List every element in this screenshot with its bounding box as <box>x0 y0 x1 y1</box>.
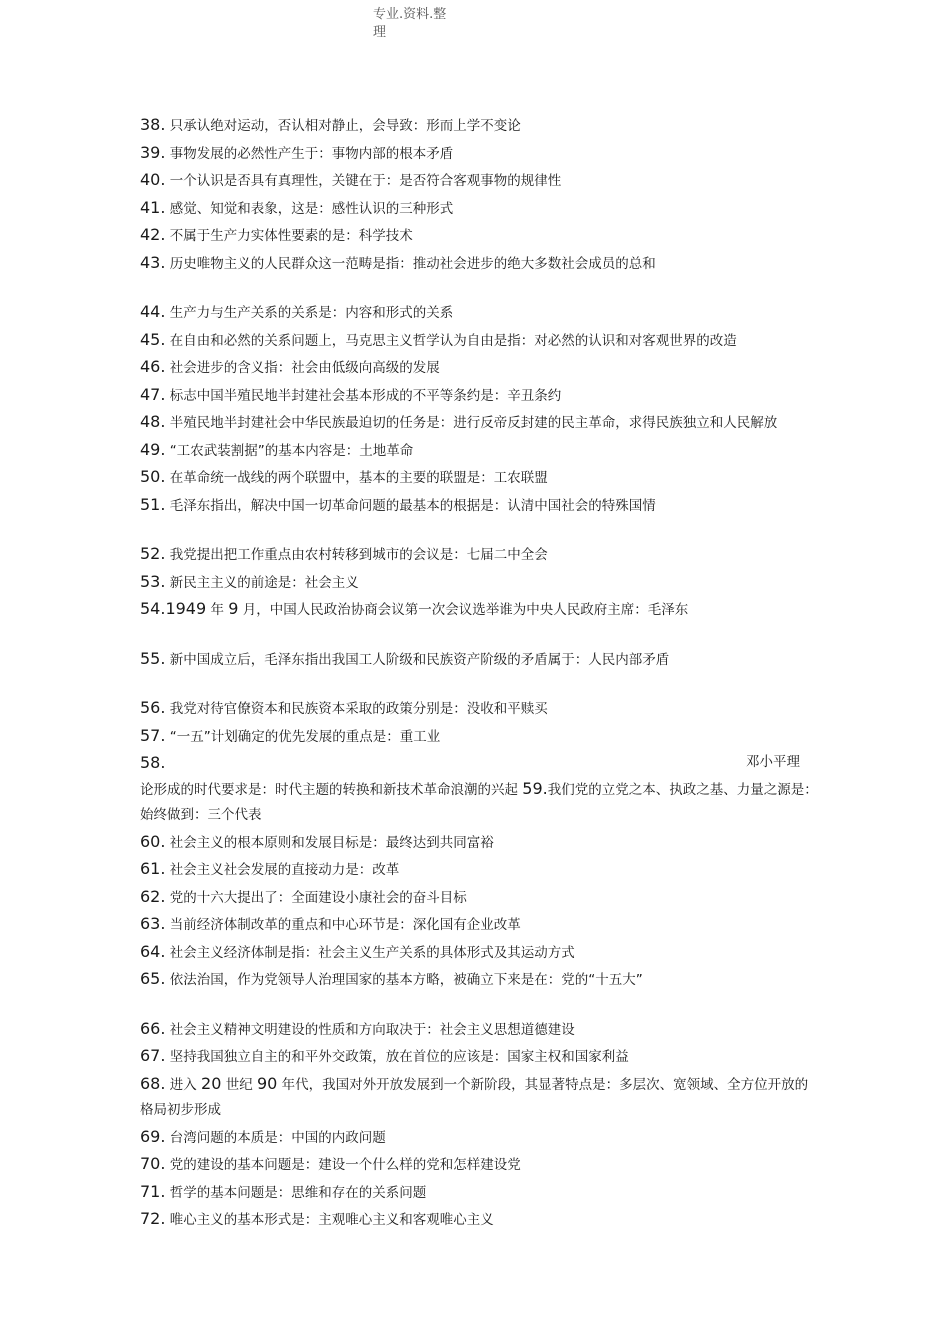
item-text: 新民主主义的前途是：社会主义 <box>165 574 359 591</box>
list-item-66 <box>140 1016 820 1044</box>
item-number: 72. <box>140 1209 166 1228</box>
list-item-70 <box>140 1151 820 1179</box>
list-item-38 <box>140 112 820 140</box>
list-item-62 <box>140 884 820 912</box>
list-item-55 <box>140 646 820 674</box>
item-text: 我党对待官僚资本和民族资本采取的政策分别是：没收和平赎买 <box>165 701 548 717</box>
list-item-68 <box>140 1071 820 1124</box>
item-text: 台湾问题的本质是：中国的内政问题 <box>165 1129 386 1146</box>
header-line-2: 理 <box>373 25 387 40</box>
item-number: 39. <box>140 142 166 162</box>
list-item-69 <box>140 1124 820 1152</box>
list-item-47 <box>140 382 820 410</box>
item-text: 党的建设的基本问题是：建设一个什么样的党和怎样建设党 <box>165 1157 521 1173</box>
item-text: 坚持我国独立自主的和平外交政策，放在首位的应该是：国家主权和国家利益 <box>165 1049 629 1065</box>
item-text: 事物发展的必然性产生于：事物内部的根本矛盾 <box>165 145 454 162</box>
list-item-48 <box>140 409 820 437</box>
item-number: 47. <box>140 384 166 404</box>
item-text: 历史唯物主义的人民群众这一范畴是指：推动社会进步的绝大多数社会成员的总和 <box>165 255 656 272</box>
list-item-54 <box>140 596 820 624</box>
item-text: 我党提出把工作重点由农村转移到城市的会议是：七届二中全会 <box>165 547 548 563</box>
item-number: 70. <box>140 1154 166 1173</box>
item-number: 61. <box>140 859 166 878</box>
item-number: 55. <box>140 648 166 668</box>
item-number: 42. <box>140 225 166 244</box>
item-text: 年代，我国对外开放发展到一个新阶段，其显著特点是：多层次、宽领域、全方位开放的格局初步形成 <box>140 1076 809 1118</box>
list-item-57 <box>140 723 820 751</box>
item-text: 社会进步的含义指：社会由低级向高级的发展 <box>165 360 440 376</box>
item-number: 60. <box>140 831 166 851</box>
item-number: 90 <box>257 1073 278 1093</box>
list-item-51 <box>140 492 820 520</box>
item-number: 48. <box>140 412 166 431</box>
list-item-64 <box>140 939 820 967</box>
item-text: 社会主义的根本原则和发展目标是：最终达到共同富裕 <box>165 834 494 851</box>
item-number: 44. <box>140 302 166 321</box>
item-text: 年 <box>206 602 229 618</box>
item-number: 50. <box>140 467 166 486</box>
list-item-67 <box>140 1043 820 1071</box>
item-text: 生产力与生产关系的关系是：内容和形式的关系 <box>165 305 454 321</box>
item-number: 52. <box>140 544 166 563</box>
list-item-40 <box>140 167 820 195</box>
item-text: 不属于生产力实体性要素的是：科学技术 <box>165 228 413 244</box>
question-list <box>140 112 820 1234</box>
item-text: 邓小平理 <box>746 754 800 770</box>
item-number: 53. <box>140 571 166 591</box>
item-number: 64. <box>140 941 166 961</box>
item-text: 标志中国半殖民地半封建社会基本形成的不平等条约是：辛丑条约 <box>165 387 562 404</box>
paragraph-gap <box>140 624 820 646</box>
item-text: 社会主义精神文明建设的性质和方向取决于：社会主义思想道德建设 <box>165 1021 575 1038</box>
item-text: 依法治国，作为党领导人治理国家的基本方略，被确立下来是在：党的“十五大” <box>165 972 643 988</box>
item-text: 月，中国人民政治协商会议第一次会议选举谁为中央人民政府主席：毛泽东 <box>238 602 689 618</box>
item-number: 66. <box>140 1018 166 1038</box>
item-number: 20 <box>201 1073 222 1093</box>
item-number: 67. <box>140 1046 166 1065</box>
list-item-42 <box>140 222 820 250</box>
item-number: 62. <box>140 886 166 906</box>
list-item-63 <box>140 911 820 939</box>
item-text: 毛泽东指出，解决中国一切革命问题的最基本的根据是：认清中国社会的特殊国情 <box>165 497 656 514</box>
item-text: “工农武装割据”的基本内容是：土地革命 <box>165 442 414 459</box>
list-item-61 <box>140 856 820 884</box>
paragraph-gap <box>140 673 820 695</box>
list-item-53 <box>140 569 820 597</box>
item-text: 进入 <box>165 1076 202 1093</box>
item-text: “一五”计划确定的优先发展的重点是：重工业 <box>165 728 441 745</box>
item-number: 69. <box>140 1126 166 1146</box>
list-item-71 <box>140 1179 820 1207</box>
list-item-58-continued <box>140 776 820 829</box>
item-number: 41. <box>140 197 166 217</box>
item-text: 只承认绝对运动，否认相对静止，会导致：形而上学不变论 <box>165 118 521 134</box>
item-number: 58. <box>140 753 166 772</box>
item-number: 56. <box>140 698 166 717</box>
item-text: 当前经济体制改革的重点和中心环节是：深化国有企业改革 <box>165 917 521 933</box>
list-item-50 <box>140 464 820 492</box>
item-number: 65. <box>140 969 166 988</box>
item-number: 63. <box>140 914 166 933</box>
item-text: 在革命统一战线的两个联盟中，基本的主要的联盟是：工农联盟 <box>165 470 548 486</box>
list-item-46 <box>140 354 820 382</box>
page-header <box>373 6 446 42</box>
item-text: 论形成的时代要求是：时代主题的转换和新技术革命浪潮的兴起 <box>140 781 523 798</box>
item-text: 新中国成立后，毛泽东指出我国工人阶级和民族资产阶级的矛盾属于：人民内部矛盾 <box>165 651 670 668</box>
list-item-45 <box>140 327 820 355</box>
item-number: 57. <box>140 725 166 745</box>
paragraph-gap <box>140 277 820 299</box>
item-number: 40. <box>140 170 166 189</box>
item-text: 感觉、知觉和表象，这是：感性认识的三种形式 <box>165 200 454 217</box>
item-text: 党的十六大提出了：全面建设小康社会的奋斗目标 <box>165 889 467 906</box>
item-number: 9 <box>228 599 239 618</box>
item-text: 半殖民地半封建社会中华民族最迫切的任务是：进行反帝反封建的民主革命，求得民族独立和人民解放 <box>165 415 778 431</box>
item-text: 社会主义经济体制是指：社会主义生产关系的具体形式及其运动方式 <box>165 944 575 961</box>
header-line-1: 专业.资料.整 <box>373 7 447 22</box>
item-number: 59. <box>522 778 548 798</box>
paragraph-gap <box>140 994 820 1016</box>
item-number: 49. <box>140 439 166 459</box>
item-text: 在自由和必然的关系问题上，马克思主义哲学认为自由是指：对必然的认识和对客观世界的改造 <box>165 332 737 349</box>
list-item-72 <box>140 1206 820 1234</box>
item-number: 54.1949 <box>140 599 207 618</box>
list-item-65 <box>140 966 820 994</box>
item-text: 世纪 <box>221 1076 257 1093</box>
item-number: 38. <box>140 115 166 134</box>
item-text: 一个认识是否具有真理性，关键在于：是否符合客观事物的规律性 <box>165 173 562 189</box>
paragraph-gap <box>140 519 820 541</box>
item-text: 我们党的立党之本、执政之基、力量之源是：始终做到：三个代表 <box>140 781 818 823</box>
list-item-52 <box>140 541 820 569</box>
list-item-58 <box>140 750 820 776</box>
item-number: 43. <box>140 252 166 272</box>
item-number: 68. <box>140 1073 166 1093</box>
list-item-56 <box>140 695 820 723</box>
item-number: 46. <box>140 357 166 376</box>
list-item-39 <box>140 140 820 168</box>
item-text: 社会主义社会发展的直接动力是：改革 <box>165 862 400 878</box>
item-number: 71. <box>140 1181 166 1201</box>
item-text: 唯心主义的基本形式是：主观唯心主义和客观唯心主义 <box>165 1212 494 1228</box>
item-text: 哲学的基本问题是：思维和存在的关系问题 <box>165 1184 427 1201</box>
list-item-43 <box>140 250 820 278</box>
list-item-49 <box>140 437 820 465</box>
list-item-60 <box>140 829 820 857</box>
list-item-44 <box>140 299 820 327</box>
item-number: 51. <box>140 494 166 514</box>
item-number: 45. <box>140 329 166 349</box>
list-item-41 <box>140 195 820 223</box>
